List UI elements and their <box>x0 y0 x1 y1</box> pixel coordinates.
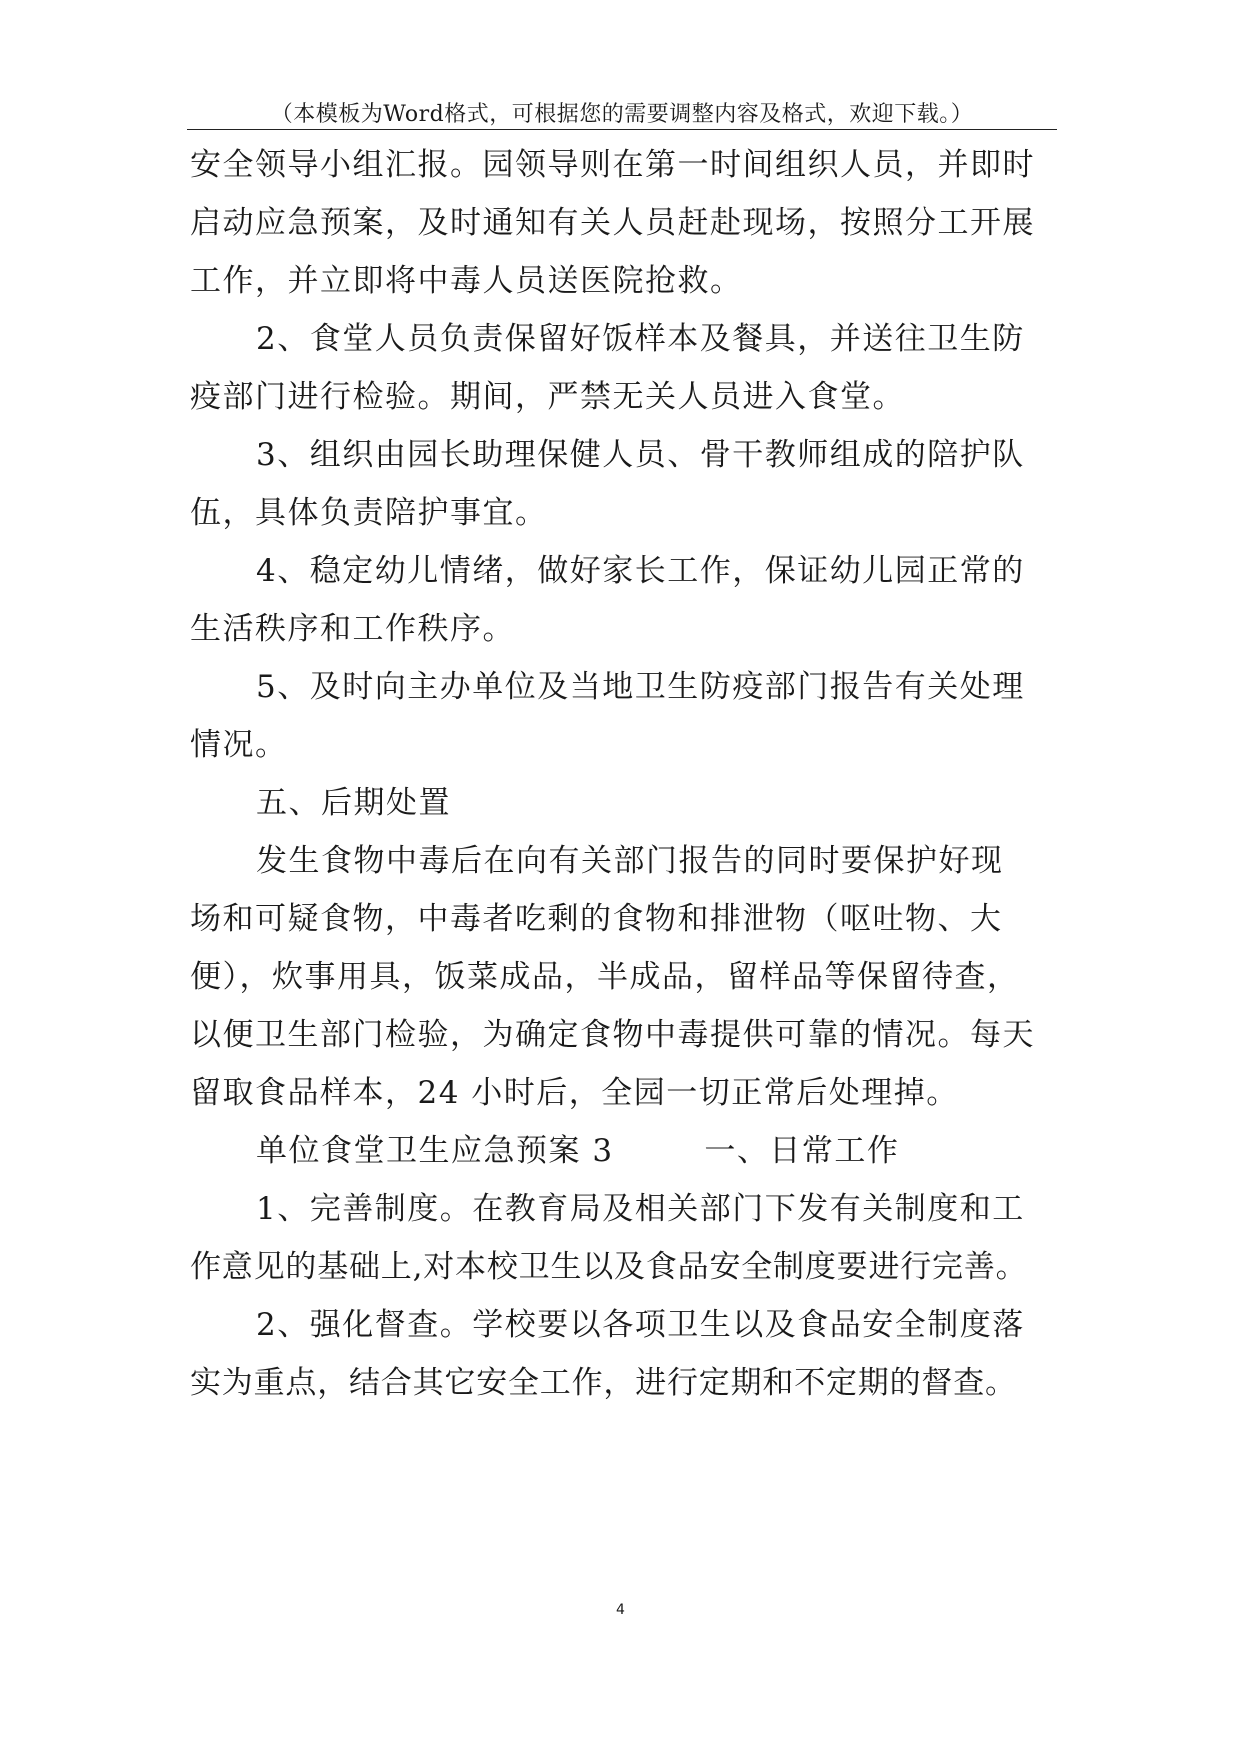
body-line: 伍，具体负责陪护事宜。 <box>190 495 548 531</box>
body-line: 启动应急预案，及时通知有关人员赶赴现场，按照分工开展 <box>190 205 1035 241</box>
body-line: 场和可疑食物，中毒者吃剩的食物和排泄物（呕吐物、大 <box>190 901 1003 937</box>
section-heading: 单位食堂卫生应急预案 3 一、日常工作 <box>256 1133 900 1169</box>
body-line: 2、强化督查。学校要以各项卫生以及食品安全制度落 <box>256 1307 1025 1343</box>
body-line: 疫部门进行检验。期间，严禁无关人员进入食堂。 <box>190 379 905 415</box>
section-heading: 五、后期处置 <box>256 785 451 821</box>
header-rule <box>187 129 1057 130</box>
body-line: 留取食品样本，24 小时后，全园一切正常后处理掉。 <box>190 1075 959 1111</box>
page-number: 4 <box>616 1602 625 1618</box>
body-line: 1、完善制度。在教育局及相关部门下发有关制度和工 <box>256 1191 1025 1227</box>
body-line: 情况。 <box>190 727 288 763</box>
body-line: 实为重点，结合其它安全工作，进行定期和不定期的督查。 <box>190 1365 1017 1401</box>
body-line: 安全领导小组汇报。园领导则在第一时间组织人员，并即时 <box>190 147 1035 183</box>
body-line: 3、组织由园长助理保健人员、骨干教师组成的陪护队 <box>256 437 1025 473</box>
body-line: 工作，并立即将中毒人员送医院抢救。 <box>190 263 743 299</box>
body-line: 发生食物中毒后在向有关部门报告的同时要保护好现 <box>256 843 1004 879</box>
body-line: 5、及时向主办单位及当地卫生防疫部门报告有关处理 <box>256 669 1025 705</box>
body-line: 生活秩序和工作秩序。 <box>190 611 515 647</box>
body-line: 作意见的基础上,对本校卫生以及食品安全制度要进行完善。 <box>190 1249 1028 1285</box>
header-note: （本模板为Word格式，可根据您的需要调整内容及格式，欢迎下载。） <box>270 102 974 127</box>
body-line: 4、稳定幼儿情绪，做好家长工作，保证幼儿园正常的 <box>256 553 1025 589</box>
body-line: 便），炊事用具，饭菜成品，半成品，留样品等保留待查， <box>190 959 1020 995</box>
body-line: 以便卫生部门检验，为确定食物中毒提供可靠的情况。每天 <box>190 1017 1035 1053</box>
body-line: 2、食堂人员负责保留好饭样本及餐具，并送往卫生防 <box>256 321 1025 357</box>
